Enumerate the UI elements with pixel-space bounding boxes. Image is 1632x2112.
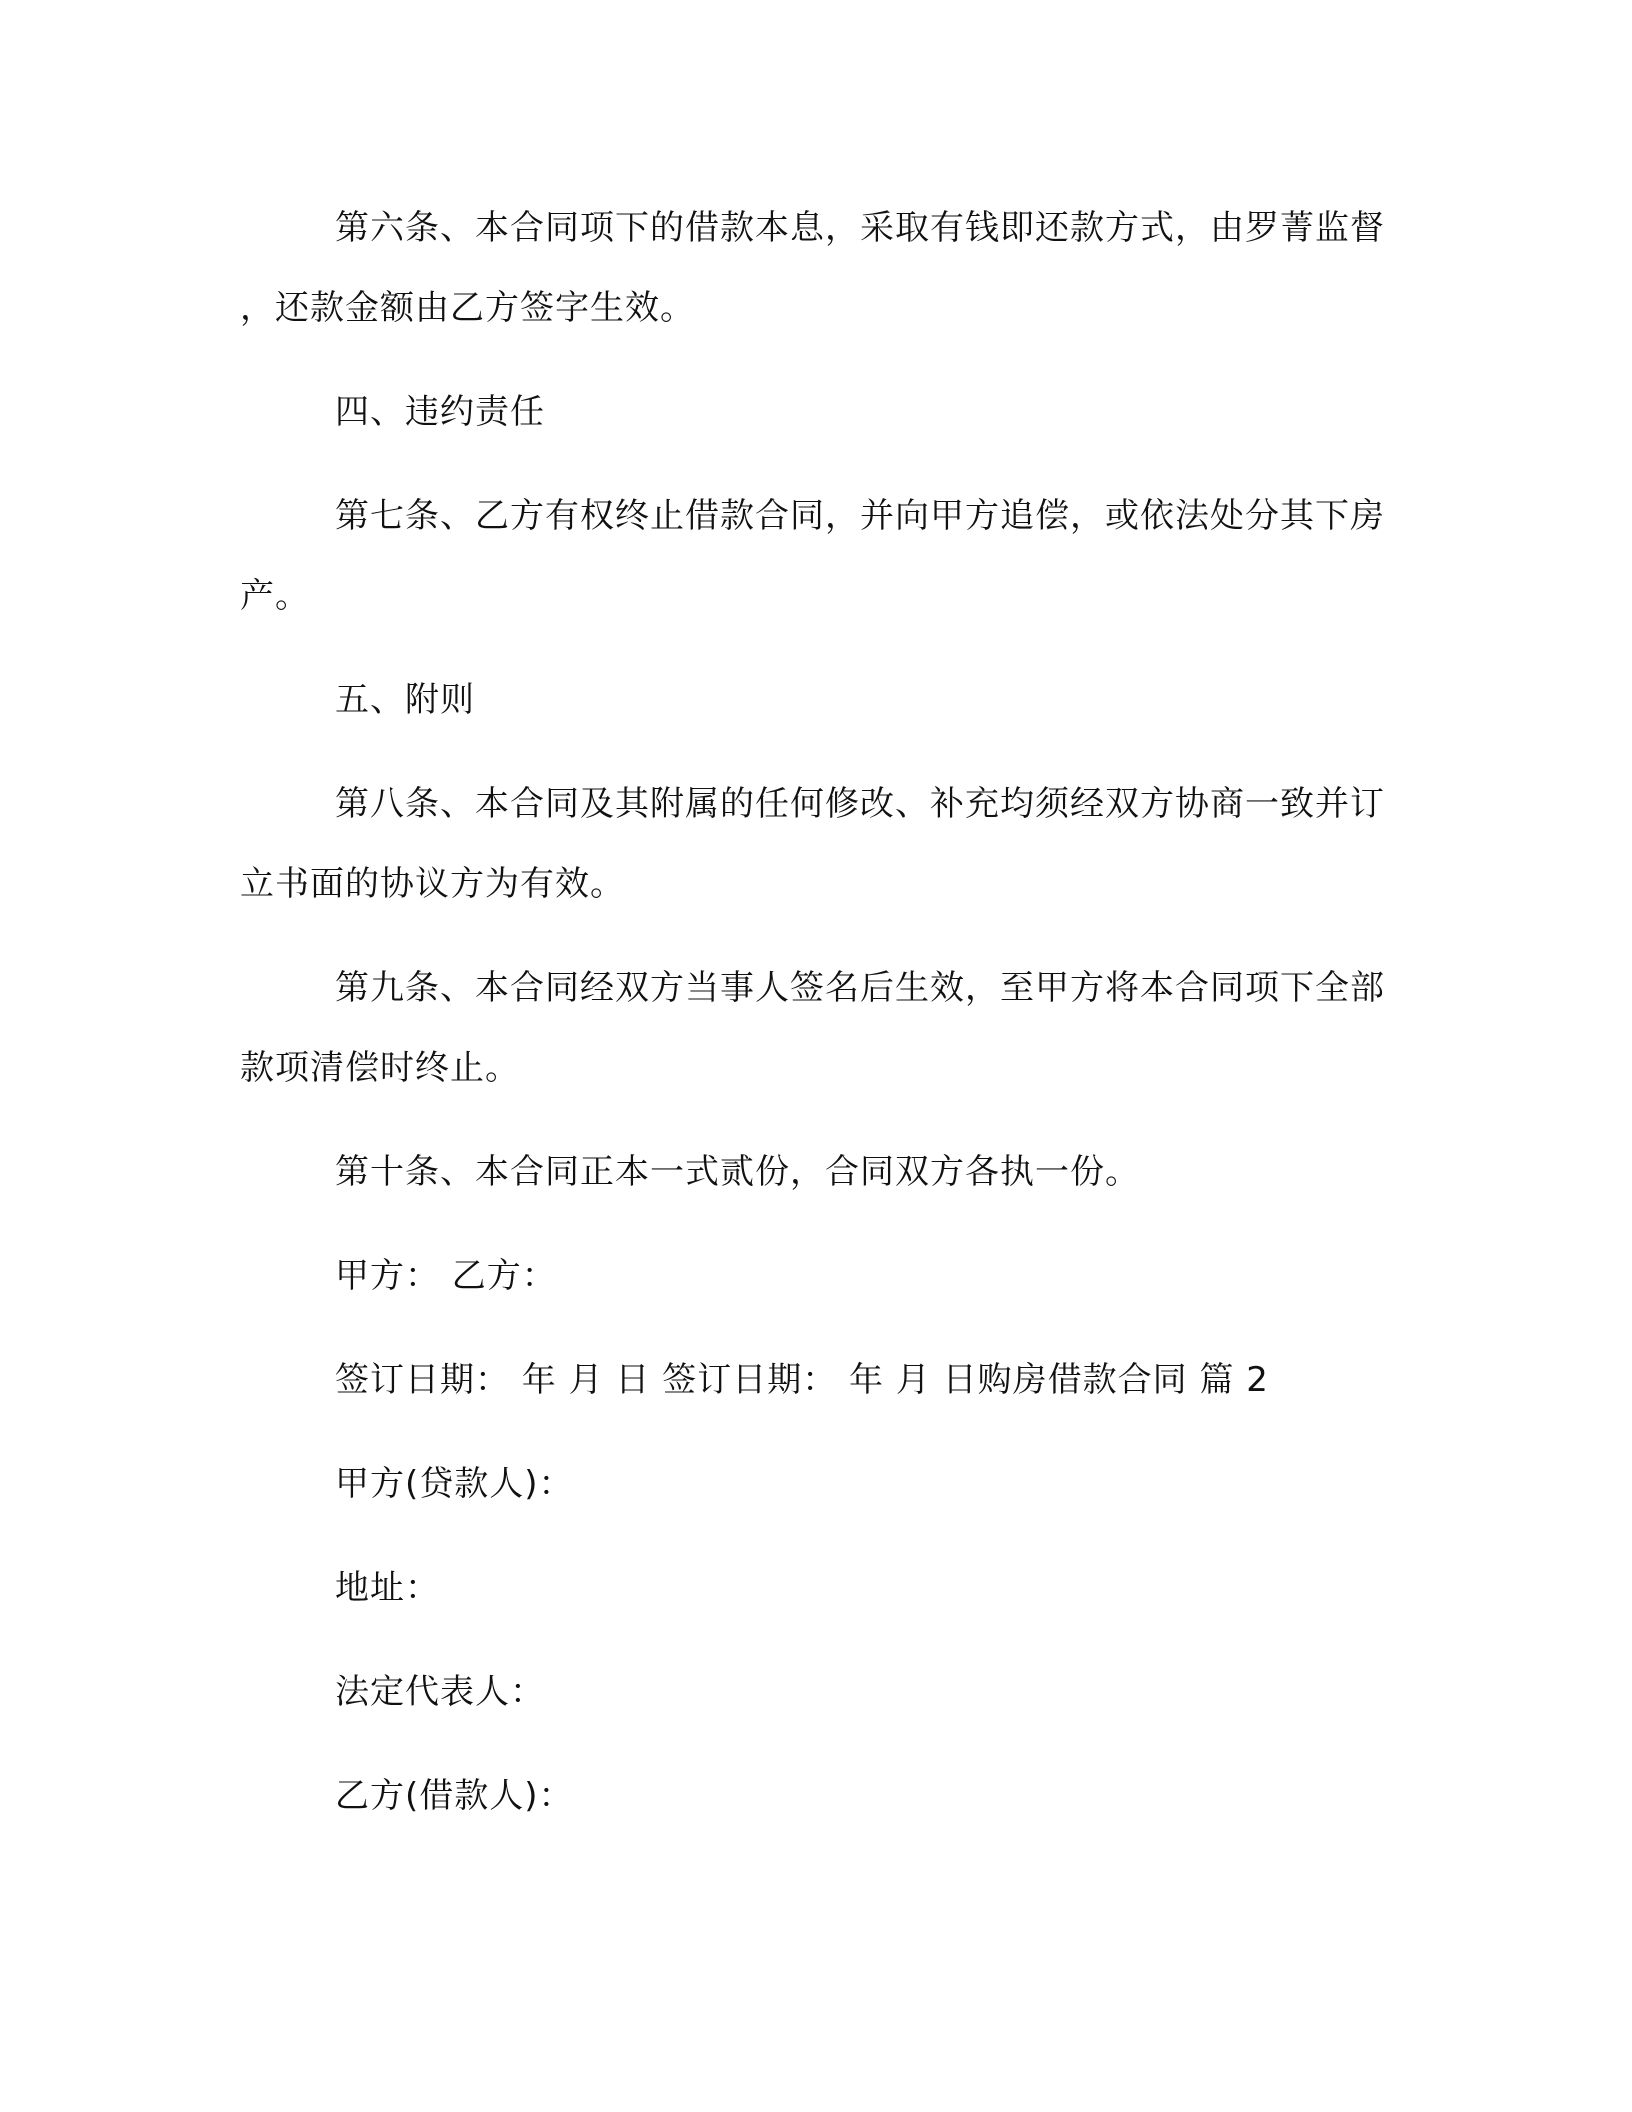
article-9-paragraph: 第九条、本合同经双方当事人签名后生效，至甲方将本合同项下全部款项清偿时终止。 bbox=[240, 968, 1385, 1088]
lender-line: 甲方(贷款人)： bbox=[335, 1464, 574, 1504]
address-line: 地址： bbox=[335, 1568, 440, 1608]
section-4-heading: 四、违约责任 bbox=[335, 392, 545, 432]
article-8-paragraph: 第八条、本合同及其附属的任何修改、补充均须经双方协商一致并订立书面的协议方为有效。 bbox=[240, 784, 1385, 904]
legal-representative-line: 法定代表人： bbox=[335, 1672, 545, 1712]
document-body bbox=[240, 188, 1386, 1860]
signing-date-line: 签订日期： 年 月 日 签订日期： 年 月 日购房借款合同 篇 2 bbox=[335, 1360, 1269, 1400]
parties-line: 甲方： 乙方： bbox=[335, 1256, 557, 1296]
borrower-line: 乙方(借款人)： bbox=[335, 1776, 574, 1816]
article-10-paragraph: 第十条、本合同正本一式贰份，合同双方各执一份。 bbox=[335, 1152, 1140, 1192]
section-5-heading: 五、附则 bbox=[335, 680, 475, 720]
article-7-paragraph: 第七条、乙方有权终止借款合同，并向甲方追偿，或依法处分其下房产。 bbox=[240, 496, 1385, 616]
article-6-paragraph: 第六条、本合同项下的借款本息，采取有钱即还款方式，由罗菁监督，还款金额由乙方签字生效。 bbox=[240, 208, 1385, 328]
